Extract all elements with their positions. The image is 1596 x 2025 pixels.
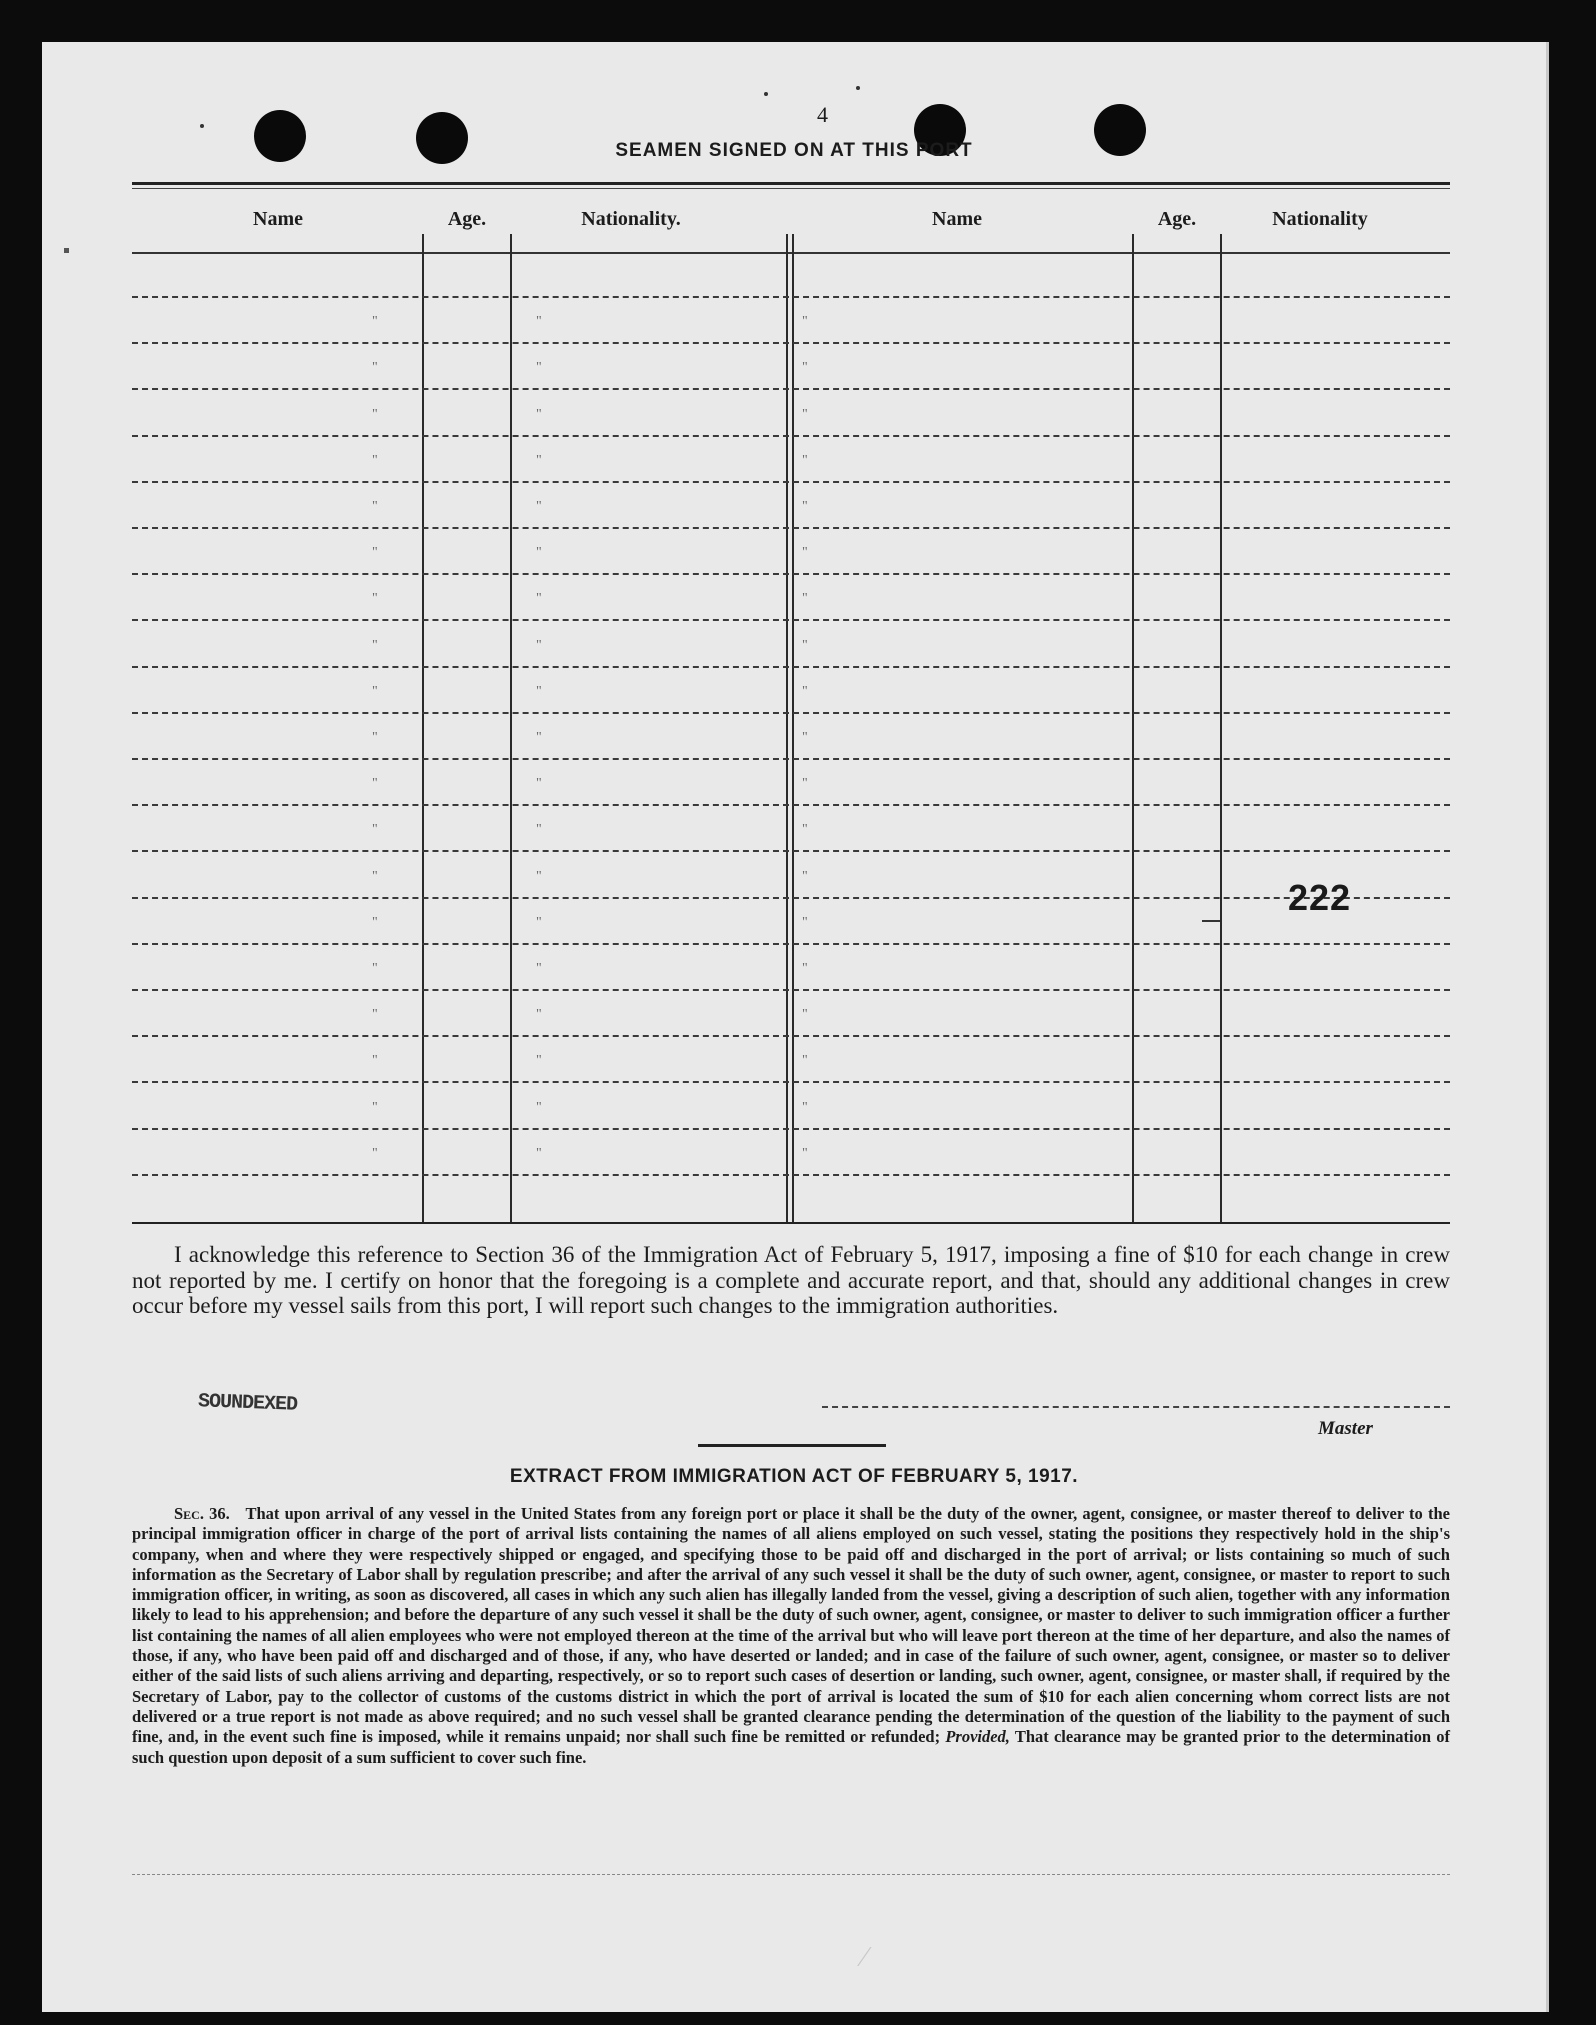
ditto-mark: " [372,776,378,791]
ditto-mark: " [536,407,542,422]
ditto-mark: " [372,822,378,837]
ditto-mark: " [372,314,378,329]
table-row [132,388,1450,390]
extract-title: EXTRACT FROM IMMIGRATION ACT OF FEBRUARY 5, 1917. [509,1466,1079,1487]
ditto-mark: " [536,1100,542,1115]
table-row [132,435,1450,437]
ditto-mark: " [802,314,808,329]
ditto-mark: " [802,915,808,930]
ditto-mark: " [802,638,808,653]
document-page [42,42,1549,2012]
ditto-mark: " [536,915,542,930]
proviso-text: That clearance may be granted prior to the determination of such question upon deposit of a sum sufficient to cover such fine. [132,1727,1451,1767]
ditto-mark: " [536,869,542,884]
ditto-mark: " [372,499,378,514]
table-row [132,712,1450,714]
ditto-mark: " [372,591,378,606]
ditto-mark: " [536,822,542,837]
stamped-number: 222 [1288,877,1352,918]
column-divider-center [786,234,788,1222]
ditto-mark: " [372,453,378,468]
master-signature-line[interactable] [822,1406,1450,1408]
ditto-mark: " [536,730,542,745]
table-row [132,481,1450,483]
ditto-mark: " [372,545,378,560]
table-row [132,1035,1450,1037]
ditto-mark: " [802,730,808,745]
scan-speck [764,92,768,96]
ditto-mark: " [802,822,808,837]
ditto-mark: " [802,591,808,606]
section-36-text [132,1504,1450,1768]
table-row [132,666,1450,668]
column-divider [422,234,424,1222]
ditto-mark: " [536,684,542,699]
column-divider [1132,234,1134,1222]
ditto-mark: " [372,1007,378,1022]
column-header-age-left: Age. [447,208,487,230]
table-row [132,1128,1450,1130]
soundexed-stamp: SOUNDEXED [197,1390,298,1417]
column-header-name-left: Name [253,208,303,230]
scan-artifact [64,248,69,253]
ditto-mark: " [372,961,378,976]
ditto-mark: " [536,591,542,606]
table-row [132,573,1450,575]
ditto-mark: " [802,1146,808,1161]
table-top-rule-inner [132,188,1450,189]
ditto-mark: " [802,499,808,514]
ditto-mark: " [536,545,542,560]
table-row [132,850,1450,852]
acknowledgment-paragraph [132,1242,1450,1319]
scan-speck [200,124,204,128]
scan-speck [856,86,860,90]
table-top-rule [132,182,1450,185]
ditto-mark: " [372,869,378,884]
ditto-mark: " [372,360,378,375]
column-divider [510,234,512,1222]
ditto-mark: " [536,1146,542,1161]
form-heading: SEAMEN SIGNED ON AT THIS PORT [615,140,973,161]
column-divider-center [792,234,794,1222]
proviso-label: Provided, [945,1727,1010,1747]
table-row [132,619,1450,621]
ditto-mark: " [802,776,808,791]
table-row [132,1081,1450,1083]
ditto-mark: " [536,638,542,653]
table-bottom-rule [132,1222,1450,1224]
ditto-mark: " [372,638,378,653]
ditto-mark: " [372,1100,378,1115]
ditto-mark: " [802,360,808,375]
section-body: That upon arrival of any vessel in the United States from any foreign port or place it shall be the duty of the owner, agent, consignee, or master thereof to deliver to the principal immigration officer in charge of the port of arrival lists containing the names of all aliens employed on such vessel, stating the positions they respectively hold in the ship's company, when and where they were respectively shipped or engaged, and specifying those to be paid off and discharged in the port of arrival; or lists containing so much of such information as the Secretary of Labor shall by regulation prescribe; and after the arrival of any such vessel it shall be the duty of such owner, agent, consignee, or master to report to such immigration officer, in writing, as soon as discovered, all cases in which any such alien has illegally landed from the vessel, giving a description of such alien, together with any information likely to lead to his apprehension; and before the departure of any such vessel it shall be the duty of such owner, agent, consignee, or master to deliver to such immigration officer a further list containing the names of all alien employees who were not employed thereon at the time of the arrival but who will leave port thereon at the time of her departure, and also the names of those, if any, who have been paid off and discharged and of those, if any, who have deserted or landed; and in case of the failure of such owner, agent, consignee, or master so to deliver either of the said lists of such aliens arriving and departing, respectively, or so to report such cases of desertion or landing, such owner, agent, consignee, or master shall, if required by the Secretary of Labor, pay to the collector of customs of the customs district in which the port of arrival is located the sum of $10 for each alien concerning whom correct lists are not delivered or a true report is not made as above required; and no such vessel shall be granted clearance pending the determination of the question of the liability to the payment of such fine, and, in the event such fine is imposed, while it remains unpaid; nor shall such fine be remitted or refunded; [132,1504,1451,1747]
ditto-mark: " [372,684,378,699]
table-row [132,989,1450,991]
column-header-age-right: Age. [1157,208,1197,230]
table-row [132,897,1450,899]
table-row [132,1174,1450,1176]
ditto-mark: " [802,961,808,976]
table-row [132,527,1450,529]
section-divider [698,1444,886,1447]
column-divider [1220,234,1222,1222]
ditto-mark: " [372,1053,378,1068]
ditto-mark: " [802,407,808,422]
ditto-mark: " [536,1007,542,1022]
ditto-mark: " [536,1053,542,1068]
ditto-mark: " [536,961,542,976]
table-row [132,296,1450,298]
ditto-mark: " [802,1100,808,1115]
ditto-mark: " [372,915,378,930]
ditto-mark: " [536,776,542,791]
ditto-mark: " [802,545,808,560]
section-label: Sec. 36. [174,1504,230,1523]
table-row [132,804,1450,806]
bleed-through-mark: ⁄ [862,1942,867,1973]
column-header-nationality-left: Nationality. [581,208,681,230]
ditto-mark: " [536,453,542,468]
ditto-mark: " [536,314,542,329]
bottom-rule [132,1874,1450,1875]
ditto-mark: " [536,360,542,375]
ditto-mark: " [802,1053,808,1068]
column-header-name-right: Name [932,208,982,230]
ditto-mark: " [802,453,808,468]
ditto-mark: " [536,499,542,514]
master-label: Master [1318,1418,1373,1439]
page-number: 4 [817,102,828,127]
pen-mark [1202,920,1220,922]
header-bottom-rule [132,252,1450,254]
table-row [132,758,1450,760]
ditto-mark: " [372,407,378,422]
acknowledgment-text: I acknowledge this reference to Section 36 of the Immigration Act of February 5, 1917, imposing a fine of $10 for each change in crew not reported by me. I certify on honor that the foregoing is a complete and accurate report, and that, should any additional changes in crew occur before my vessel sails from this port, I will report such changes to the immigration authorities. [132,1242,1450,1318]
ditto-mark: " [802,1007,808,1022]
ditto-mark: " [372,1146,378,1161]
ditto-mark: " [372,730,378,745]
ditto-mark: " [802,684,808,699]
ditto-mark: " [802,869,808,884]
table-row [132,342,1450,344]
table-row [132,943,1450,945]
column-header-nationality-right: Nationality [1272,208,1368,230]
